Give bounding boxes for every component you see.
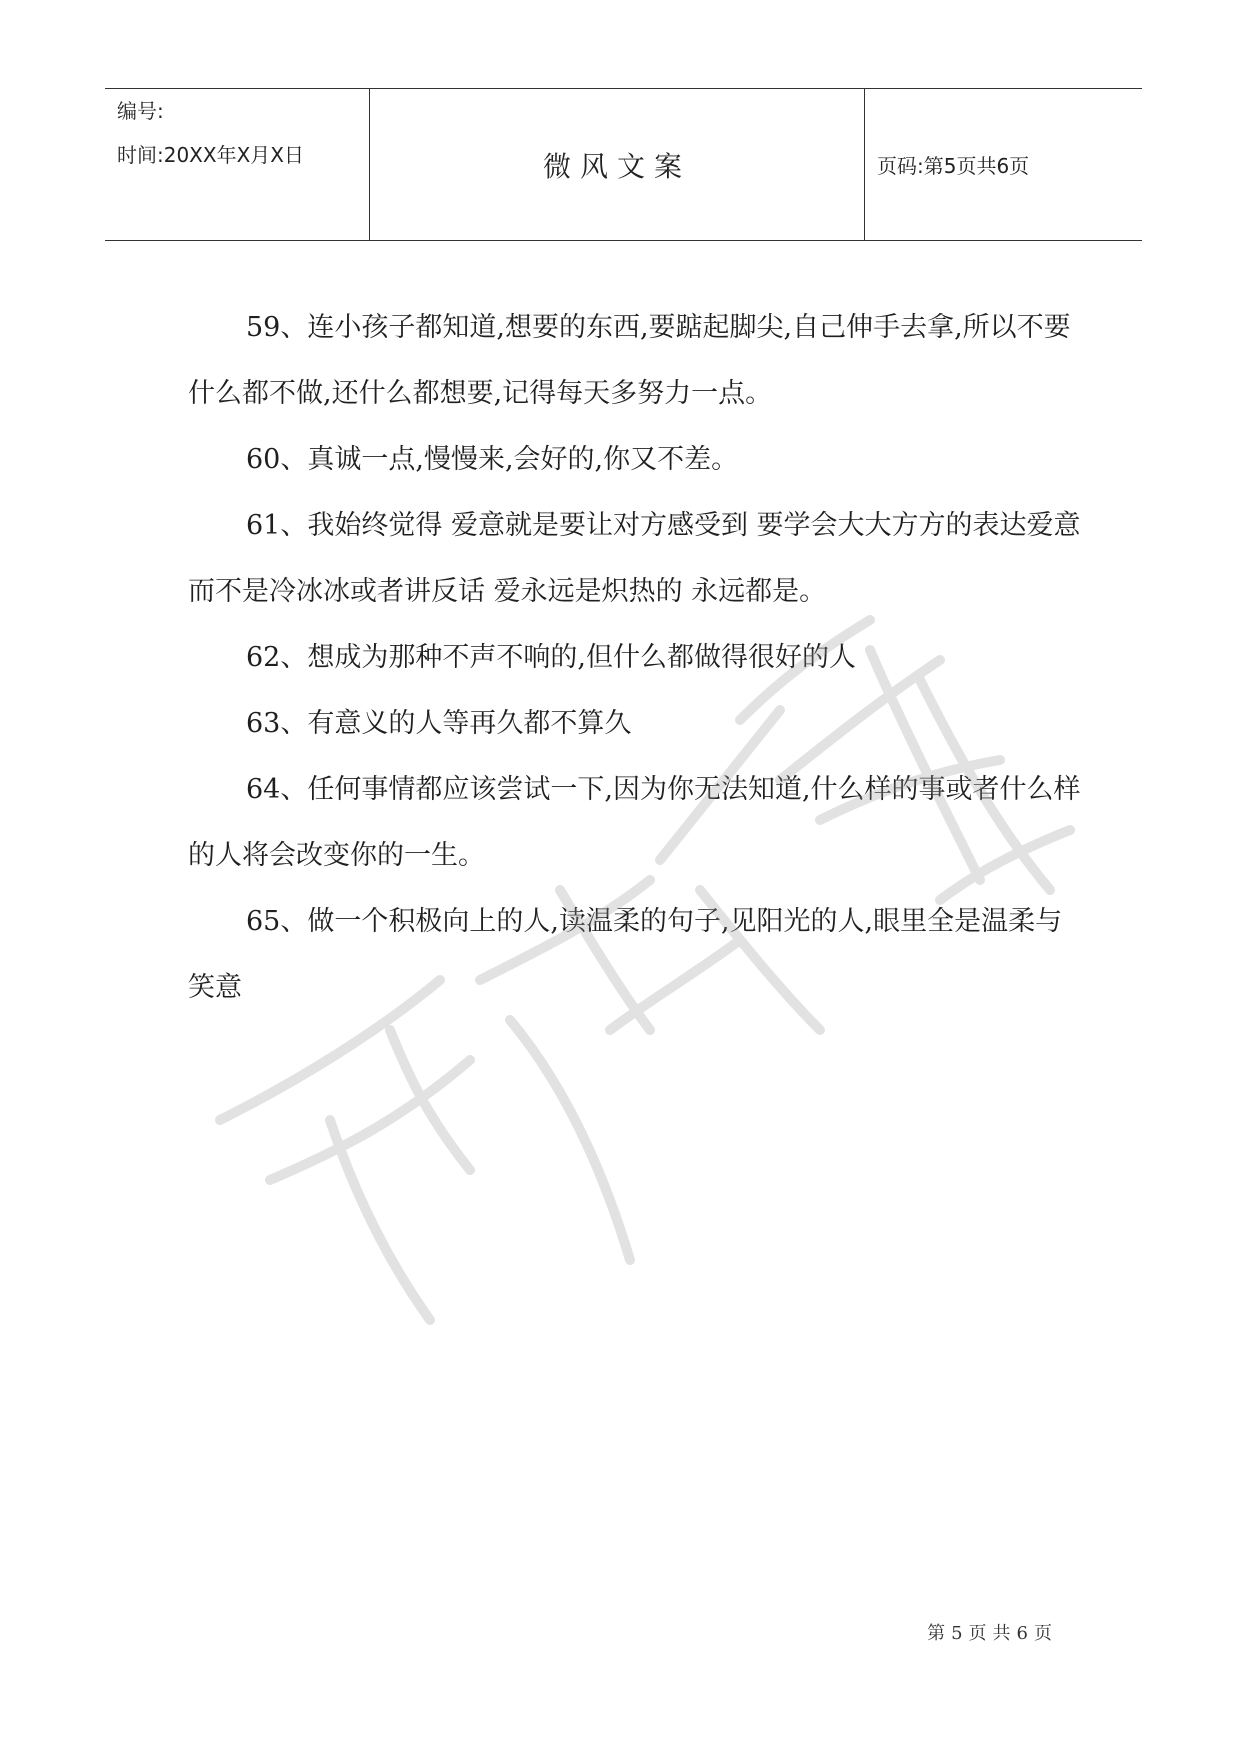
document-time-label: 时间:20XX年X月X日 [117,143,304,167]
document-number-label: 编号: [117,99,164,123]
paragraph-61: 61、我始终觉得 爱意就是要让对方感受到 要学会大大方方的表达爱意 而不是冷冰冰或者讲反话 爱永远是炽热的 永远都是。 [188,510,1081,607]
header-meta-cell [105,89,370,240]
paragraph-63: 63、有意义的人等再久都不算久 [246,708,632,739]
paragraph-60: 60、真诚一点,慢慢来,会好的,你又不差。 [246,444,739,475]
document-header [105,88,1142,241]
document-body [188,295,1088,1021]
paragraph-59: 59、连小孩子都知道,想要的东西,要踮起脚尖,自己伸手去拿,所以不要什么都不做,还什么都想要,记得每天多努力一点。 [188,312,1071,409]
header-page-info: 页码:第5页共6页 [877,154,1030,178]
paragraph-62: 62、想成为那种不声不响的,但什么都做得很好的人 [246,642,856,673]
page-footer: 第5页共6页 [927,1623,1058,1644]
document-title: 微风文案 [370,89,865,240]
paragraph-64: 64、任何事情都应该尝试一下,因为你无法知道,什么样的事或者什么样的人将会改变你的一生。 [188,774,1081,871]
paragraph-65: 65、做一个积极向上的人,读温柔的句子,见阳光的人,眼里全是温柔与笑意 [188,906,1063,1003]
